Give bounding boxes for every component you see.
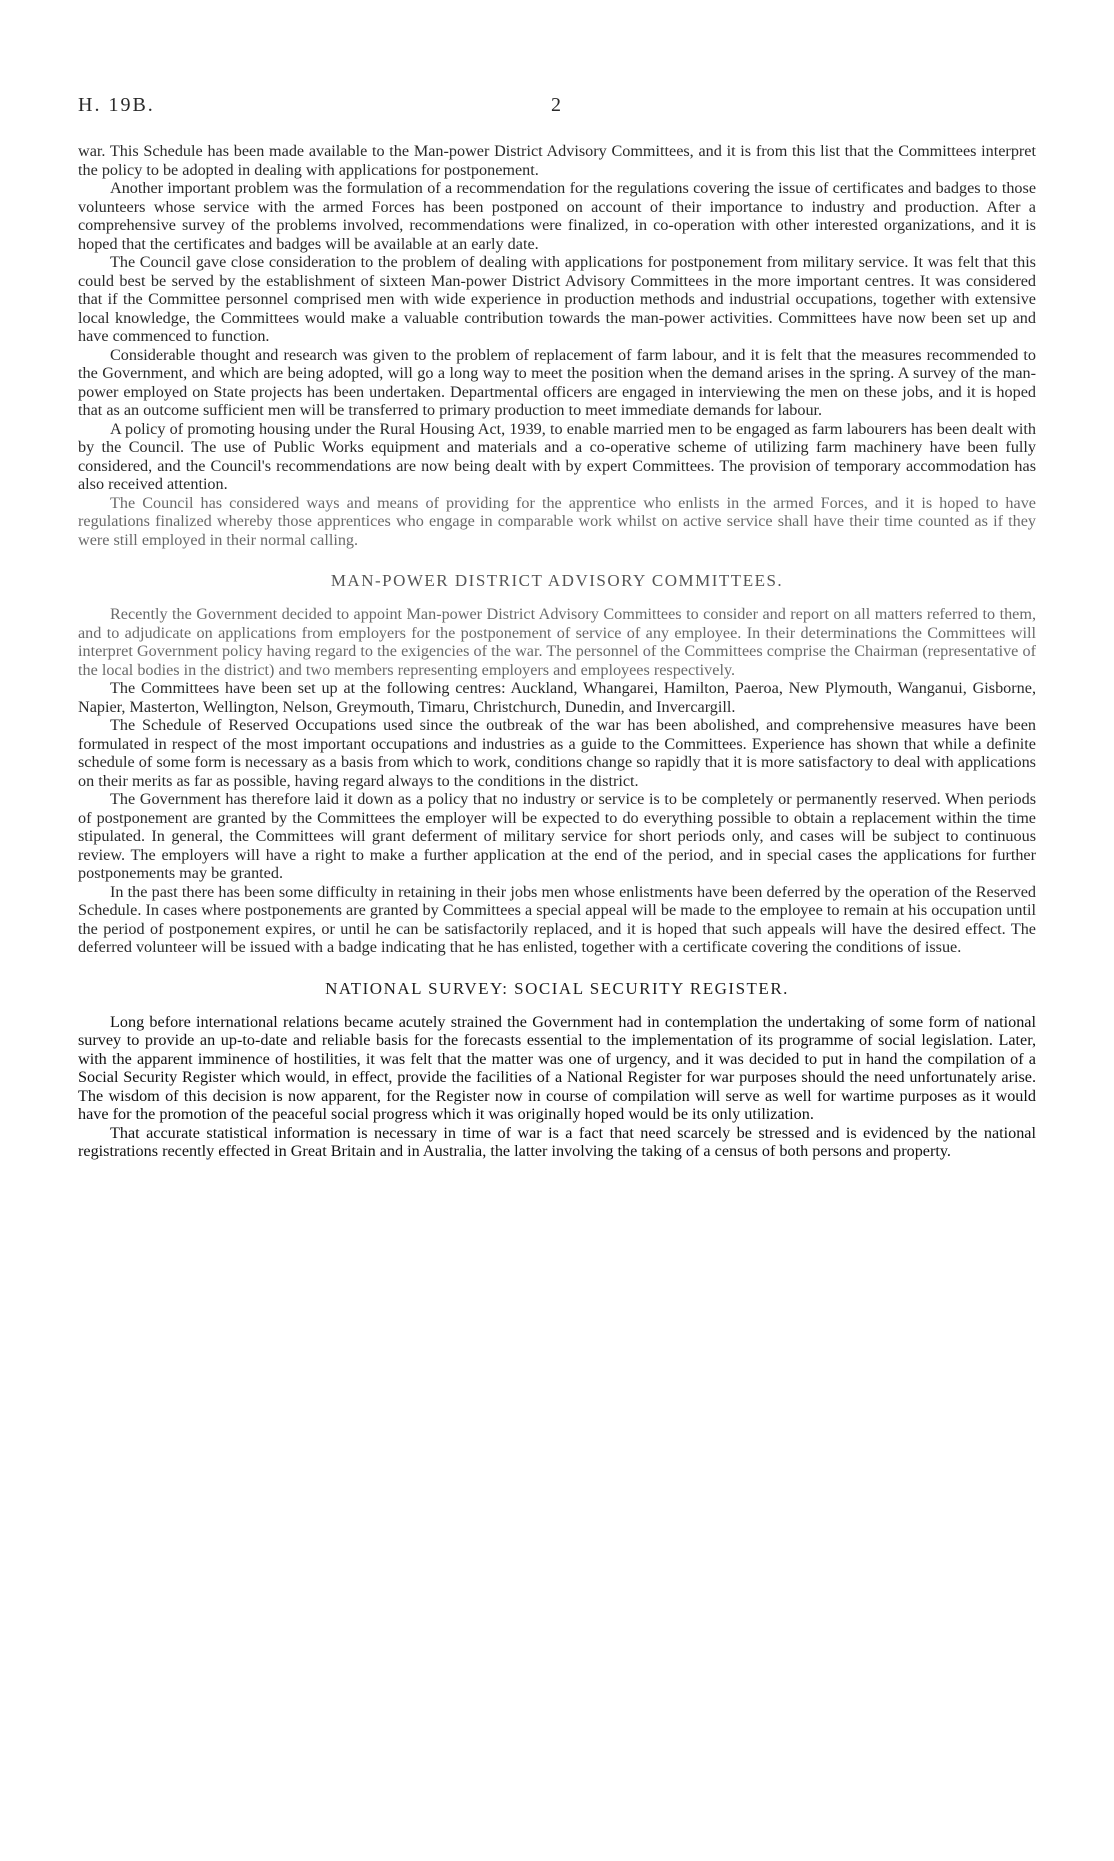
paragraph: Considerable thought and research was given to the problem of replacement of farm labour, and it is felt that the measures recommended to the Government, and which are being adopted, will go a long way to meet the position when the demand arises in the spring. A survey of the man-power employed on State projects has been undertaken. Departmental officers are engaged in interviewing the men on these jobs, and it is hoped that as an outcome sufficient men will be transferred to primary production to meet immediate demands for labour. [78,345,1036,419]
paragraph: The Schedule of Reserved Occupations used since the outbreak of the war has been abolished, and comprehensive measures have been formulated in respect of the most important occupations and industries as a guide to the Committees. Experience has shown that while a definite schedule of some form is necessary as a basis from which to work, conditions change so rapidly that it is more satisfactory to deal with applications on their merits as far as possible, having regard always to the conditions in the district. [78,716,1036,790]
section-heading-national-survey: NATIONAL SURVEY: SOCIAL SECURITY REGISTER. [325,978,789,998]
paragraph: Recently the Government decided to appoint Man-power District Advisory Committees to consider and report on all matters referred to them, and to adjudicate on applications from employers for the postponement of service of any employee. In their determinations the Committees will interpret Government policy having regard to the exigencies of the war. The personnel of the Committees comprise the Chairman (representative of the local bodies in the district) and two members representing employers and employees respectively. [78,605,1036,679]
document-body [78,142,1036,1161]
page-number: 2 [551,94,563,116]
paragraph: That accurate statistical information is necessary in time of war is a fact that need scarcely be stressed and is evidenced by the national registrations recently effected in Great Britain and in Australia, the latter involving the taking of a census of both persons and property. [78,1123,1036,1160]
paragraph: The Committees have been set up at the following centres: Auckland, Whangarei, Hamilton, Paeroa, New Plymouth, Wanganui, Gisborne, Napier, Masterton, Wellington, Nelson, Greymouth, Timaru, Christchurch, Dunedin, and Invercargill. [78,679,1036,716]
paragraph: The Government has therefore laid it down as a policy that no industry or service is to be completely or permanently reserved. When periods of postponement are granted by the Committees the employer will be expected to do everything possible to obtain a replacement within the time stipulated. In general, the Committees will grant deferment of military service for short periods only, and cases will be subject to continuous review. The employers will have a right to make a further application at the end of the period, and in special cases the applications for further postponements may be granted. [78,790,1036,882]
paragraph: In the past there has been some difficulty in retaining in their jobs men whose enlistments have been deferred by the operation of the Reserved Schedule. In cases where postponements are granted by Committees a special appeal will be made to the employee to remain at his occupation until the period of postponement expires, or until he can be satisfactorily replaced, and it is hoped that such appeals will have the desired effect. The deferred volunteer will be issued with a badge indicating that he has enlisted, together with a certificate covering the conditions of issue. [78,882,1036,956]
paragraph: war. This Schedule has been made available to the Man-power District Advisory Committees, and it is from this list that the Committees interpret the policy to be adopted in dealing with applications for postponement. [78,142,1036,179]
paragraph: A policy of promoting housing under the Rural Housing Act, 1939, to enable married men to be engaged as farm labourers has been dealt with by the Council. The use of Public Works equipment and materials and a co-operative scheme of utilizing farm machinery have been fully considered, and the Council's recommendations are now being dealt with by expert Committees. The provision of temporary accommodation has also received attention. [78,419,1036,493]
paragraph: Another important problem was the formulation of a recommendation for the regulations covering the issue of certificates and badges to those volunteers whose service with the armed Forces has been postponed on account of their importance to industry and production. After a comprehensive survey of the problems involved, recommendations were finalized, in co-operation with other interested organizations, and it is hoped that the certificates and badges will be available at an early date. [78,179,1036,253]
paragraph: The Council gave close consideration to the problem of dealing with applications for postponement from military service. It was felt that this could best be served by the establishment of sixteen Man-power District Advisory Committees in the more important centres. It was considered that if the Committee personnel comprised men with wide experience in production methods and industrial occupations, together with extensive local knowledge, the Committees would make a valuable contribution towards the man-power activities. Committees have now been set up and have commenced to function. [78,253,1036,345]
paragraph: The Council has considered ways and means of providing for the apprentice who enlists in the armed Forces, and it is hoped to have regulations finalized whereby those apprentices who engage in comparable work whilst on active service shall have their time counted as if they were still employed in their normal calling. [78,493,1036,549]
section-heading-manpower-committees: MAN-POWER DISTRICT ADVISORY COMMITTEES. [330,571,784,590]
page-header [78,94,1036,118]
document-reference: H. 19B. [78,94,155,116]
paragraph: Long before international relations became acutely strained the Government had in contemplation the undertaking of some form of national survey to provide an up-to-date and reliable basis for the forecasts essential to the implementation of its programme of social legislation. Later, with the apparent imminence of hostilities, it was felt that the matter was one of urgency, and it was decided to put in hand the compilation of a Social Security Register which would, in effect, provide the facilities of a National Register for war purposes should the need unfortunately arise. The wisdom of this decision is now apparent, for the Register now in course of compilation will serve as well for wartime purposes as it would have for the promotion of the peaceful social progress which it was originally hoped would be its only utilization. [78,1012,1036,1123]
